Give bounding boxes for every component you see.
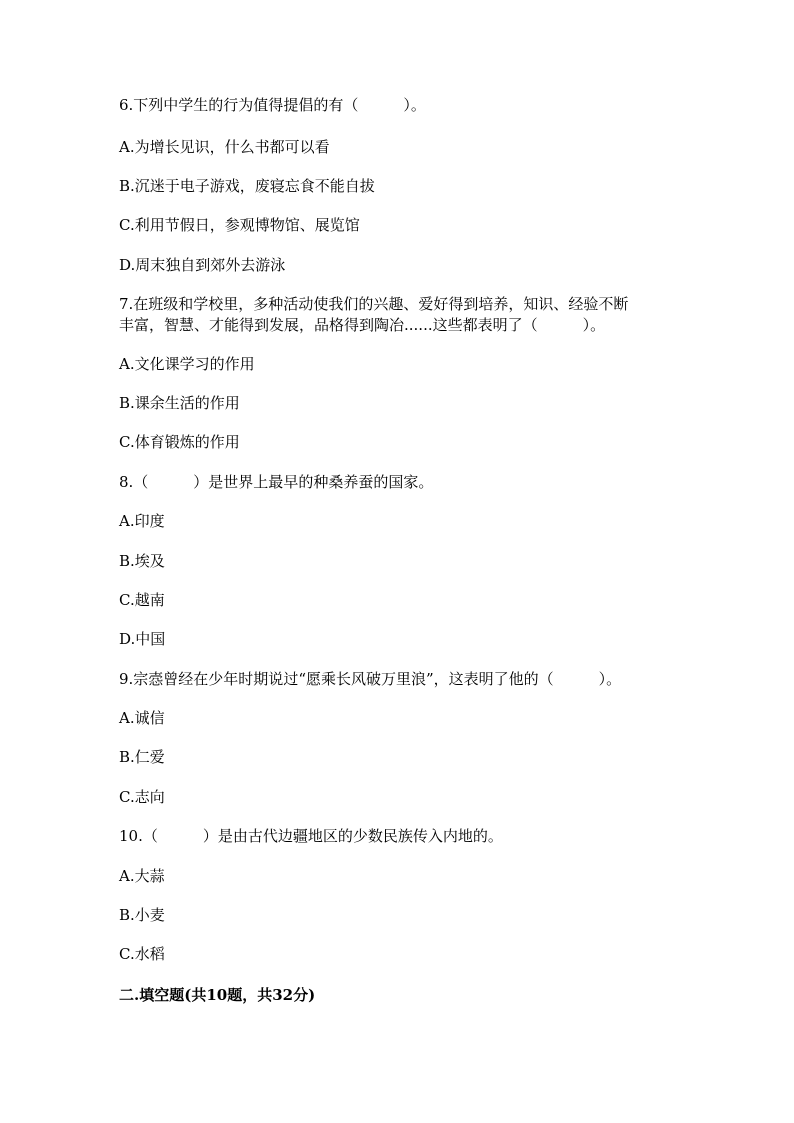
question-8-option-c: C.越南: [119, 591, 165, 609]
question-9-option-c: C.志向: [119, 788, 165, 806]
question-9-option-b: B.仁爱: [119, 748, 165, 766]
question-7-stem-line-2: 丰富，智慧、才能得到发展，品格得到陶冶......这些都表明了（ ）。: [119, 316, 606, 334]
question-9-stem: 9.宗悫曾经在少年时期说过“愿乘长风破万里浪”，这表明了他的（ ）。: [119, 670, 622, 688]
question-8-stem: 8.（ ）是世界上最早的种桑养蚕的国家。: [119, 473, 434, 491]
question-7-stem-line-1: 7.在班级和学校里，多种活动使我们的兴趣、爱好得到培养，知识、经验不断: [119, 295, 629, 313]
question-7-option-c: C.体育锻炼的作用: [119, 433, 240, 451]
section-heading: 二.填空题(共10题，共32分): [119, 986, 316, 1004]
question-9-option-a: A.诚信: [119, 709, 165, 727]
question-6-option-b: B.沉迷于电子游戏，废寝忘食不能自拔: [119, 177, 375, 195]
question-8-option-a: A.印度: [119, 512, 165, 530]
question-8-option-d: D.中国: [119, 630, 166, 648]
question-10-stem: 10.（ ）是由古代边疆地区的少数民族传入内地的。: [119, 827, 503, 845]
question-10-option-a: A.大蒜: [119, 867, 165, 885]
question-6-option-a: A.为增长见识，什么书都可以看: [119, 138, 330, 156]
question-6-option-d: D.周末独自到郊外去游泳: [119, 256, 286, 274]
question-6-option-c: C.利用节假日，参观博物馆、展览馆: [119, 216, 360, 234]
question-10-option-c: C.水稻: [119, 945, 165, 963]
question-6-stem: 6.下列中学生的行为值得提倡的有（ ）。: [119, 96, 426, 114]
question-7-option-a: A.文化课学习的作用: [119, 355, 255, 373]
question-7-option-b: B.课余生活的作用: [119, 394, 240, 412]
question-8-option-b: B.埃及: [119, 552, 165, 570]
question-10-option-b: B.小麦: [119, 906, 165, 924]
